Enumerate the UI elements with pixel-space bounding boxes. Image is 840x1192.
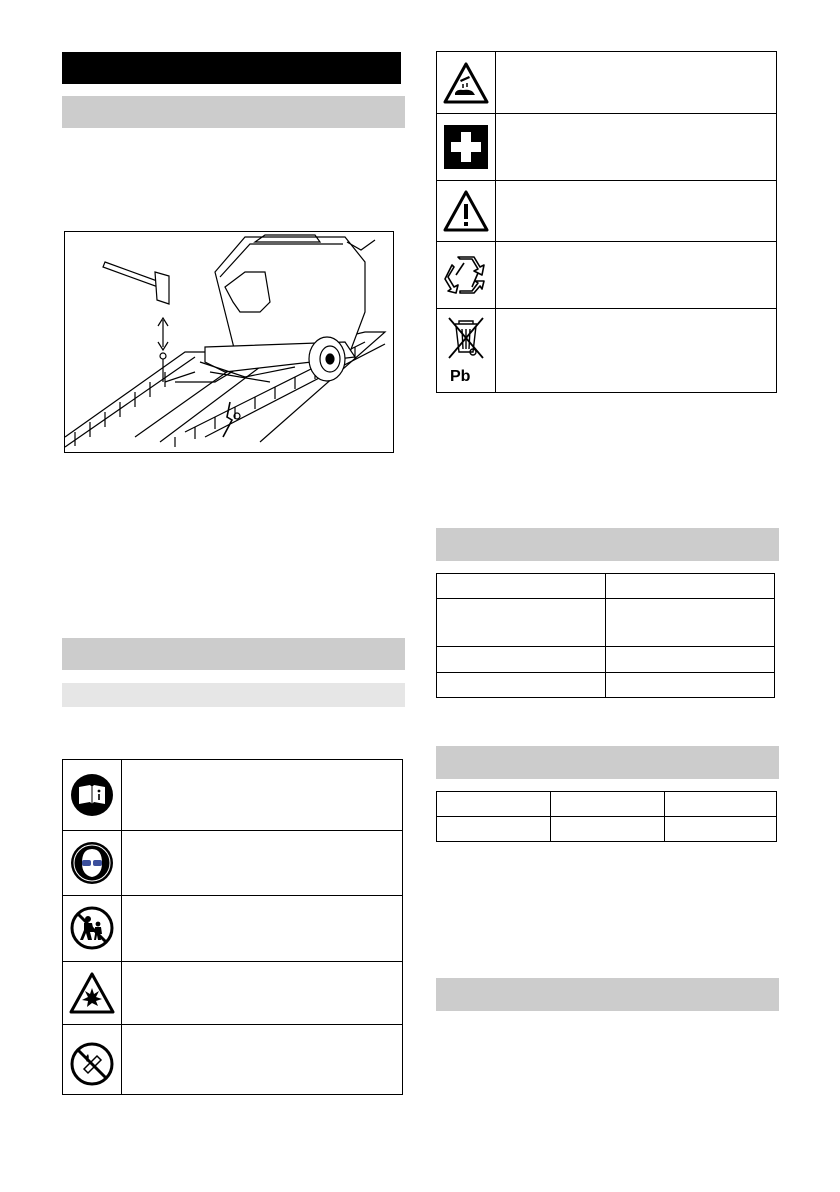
pb-label: Pb <box>450 368 471 385</box>
symbol-table-right <box>436 51 777 393</box>
first-aid-icon <box>443 124 489 170</box>
section-header-data <box>436 746 779 779</box>
machine-on-pallet-with-hammer-illustration <box>65 232 393 452</box>
section-header-black <box>62 52 401 84</box>
no-smoking-no-fire-icon <box>70 1042 114 1086</box>
section-header-safety <box>62 638 405 670</box>
wear-eye-protection-icon <box>70 841 114 885</box>
symbol-table-left <box>62 759 403 1095</box>
section-header-last <box>436 978 779 1011</box>
data-table <box>436 791 777 842</box>
spec-table <box>436 573 775 698</box>
keep-children-away-icon <box>70 906 114 950</box>
explosive-warning-icon <box>69 972 115 1014</box>
subsection-header-symbols <box>62 683 405 707</box>
read-manual-icon <box>70 773 114 817</box>
crossed-out-bin-icon <box>443 314 489 366</box>
recycling-icon <box>442 253 490 297</box>
general-warning-icon <box>443 190 489 232</box>
section-header-specs <box>436 528 779 561</box>
section-header-unpacking <box>62 96 405 128</box>
corrosive-warning-icon <box>443 62 489 104</box>
machine-on-pallet-illustration <box>64 231 394 453</box>
